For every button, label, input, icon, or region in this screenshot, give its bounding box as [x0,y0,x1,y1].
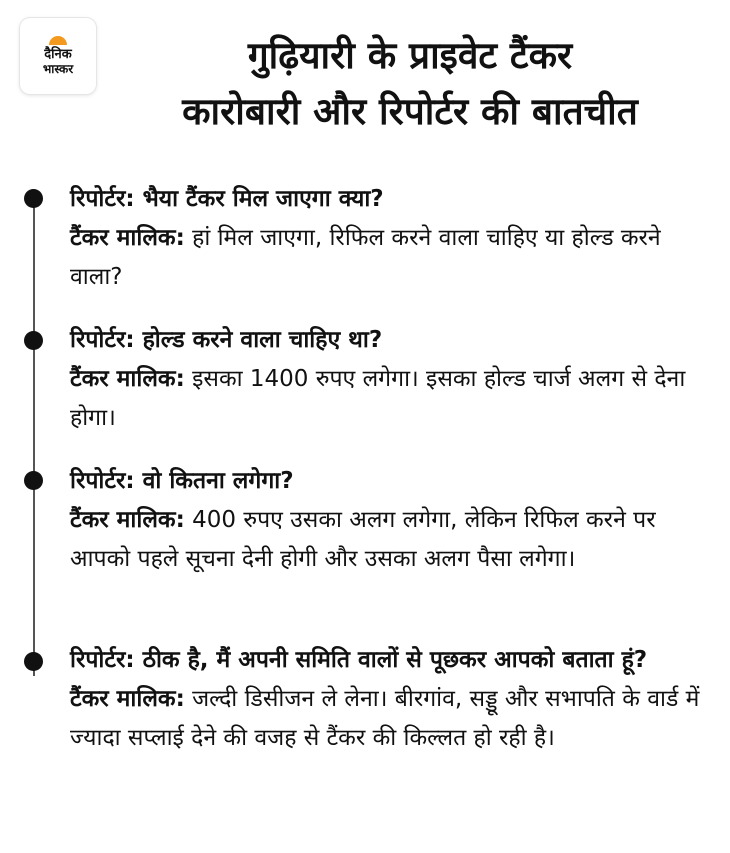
owner-answer-text: हां मिल जाएगा, रिफिल करने वाला चाहिए या होल्ड करने वाला? [70,225,661,290]
reporter-question: रिपोर्टर: भैया टैंकर मिल जाएगा क्या? [70,186,384,212]
bullet-dot-icon [24,471,43,490]
dainik-bhaskar-logo [20,18,96,94]
owner-label: टैंकर मालिक: [70,225,185,251]
reporter-question: रिपोर्टर: वो कितना लगेगा? [70,468,294,494]
owner-label: टैंकर मालिक: [70,366,185,392]
owner-answer [70,360,712,438]
bullet-dot-icon [24,652,43,671]
owner-answer-text: 400 रुपए उसका अलग लगेगा, लेकिन रिफिल करने पर आपको पहले सूचना देनी होगी और उसका अलग पैसा लगेगा। [70,507,656,572]
timeline-line [33,196,35,676]
bullet-dot-icon [24,189,43,208]
owner-label: टैंकर मालिक: [70,507,185,533]
logo-line-2: भास्कर [42,62,74,76]
reporter-question: रिपोर्टर: होल्ड करने वाला चाहिए था? [70,327,383,353]
owner-answer [70,501,712,579]
owner-answer-text: जल्दी डिसीजन ले लेना। बीरगांव, सड्डू और सभापति के वार्ड में ज्यादा सप्लाई देने की वजह से टैंकर की किल्लत हो रही है। [70,686,700,751]
owner-answer [70,680,712,758]
reporter-question: रिपोर्टर: ठीक है, मैं अपनी समिति वालों से पूछकर आपको बताता हूं? [70,647,648,673]
bullet-dot-icon [24,331,43,350]
owner-answer [70,219,712,297]
owner-label: टैंकर मालिक: [70,686,185,712]
title-line-1: गुढ़ियारी के प्राइवेट टैंकर [247,34,573,77]
logo-line-1: दैनिक [44,47,72,62]
title-line-2: कारोबारी और रिपोर्टर की बातचीत [182,90,638,133]
sun-logo-icon [49,36,67,45]
page-title [100,28,720,140]
owner-answer-text: इसका 1400 रुपए लगेगा। इसका होल्ड चार्ज अलग से देना होगा। [70,366,686,431]
